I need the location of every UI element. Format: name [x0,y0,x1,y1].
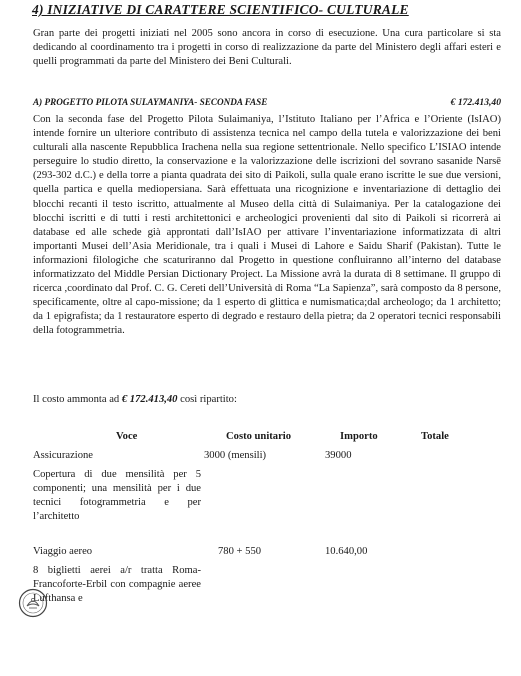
seal-stamp-icon [18,588,48,618]
cost-amount: € 172.413,40 [121,394,178,405]
project-title: A) PROGETTO PILOTA SULAYMANIYA- SECONDA FASE [33,97,268,107]
row-costo: 3000 (mensili) [204,450,267,461]
header-costo-unitario: Costo unitario [226,431,292,442]
intro-paragraph: Gran parte dei progetti iniziati nel 2005 sono ancora in corso di esecuzione. Una cura particolare si sta dedicando al coordinamento tra i progetti in corso di realizzazione da parte del Ministero degli affari esteri e quelli programmati da parte del Ministero dei Beni Culturali. [33,28,501,68]
row-description: 8 biglietti aerei a/r tratta Roma-Francoforte-Erbil con compagnie aeree Lufthansa e [33,565,201,604]
row-description: Copertura di due mensilità per 5 componenti; una mensilità per i due tecnici fotogrammetria e per l’architetto [33,469,201,522]
row-voce: Assicurazione [33,450,94,461]
row-costo: 780 + 550 [218,546,262,557]
section-heading: 4) INIZIATIVE DI CARATTERE SCIENTIFICO- CULTURALE [32,2,409,17]
row-importo: 39000 [325,450,352,461]
cost-suffix: così ripartito: [177,394,237,405]
header-voce: Voce [116,431,138,442]
header-totale: Totale [421,431,449,442]
project-subheading [33,97,501,107]
row-importo: 10.640,00 [325,546,368,557]
cost-prefix: Il costo ammonta ad [33,394,122,405]
project-description: Con la seconda fase del Progetto Pilota Sulaimaniya, l’Istituto Italiano per l’Africa e l’Oriente (IsIAO) intende fornire un ulteriore contributo di assistenza tecnica nel campo della tutela e valorizzazione dei beni culturali alla nascente Repubblica Irachena nella sua regione settentrionale. Nello specifico L’ISIAO intende perseguire lo studio diretto, la conservazione e la valorizzazione delle iscrizioni del sovrano sasanide Narsē (293-302 d.C.) e della torre a pianta quadrata dei sito di Paikoli, sulla quale erano iscritte le sue due versioni, quella partica e quella mediopersiana. Sarà effettuata una ricognizione e inventariazione di dettaglio dei blocchi recanti il testo iscritto, attualmente al Museo della città di Sulaimaniya. Per la catalogazione dei blocchi iscritti e di tutti i resti architettonici e archeologici provenienti dal sito di Paikoli si ricorrerà ai database ed alle schede già approntati dall’IsIAO per attivare l’inventariazione informatizzata di altri importanti Musei dell’Asia Meridionale, tra i quali i Musei di Lahore e Saidu Sharif (Pakistan). Tutte le informazioni filologiche che scaturiranno dal Progetto in questione confluiranno all’interno del database informatizzato del Middle Persian Dictionary Project. La Missione avrà la durata di 8 settimane. Il gruppo di ricerca ,coordinato dal Prof. C. G. Cereti dell’Università di Roma “La Sapienza”, sarà composto da 8 persone, specificamente, oltre al capo-missione; da 1 esperto di glittica e numismatica;dal archeologo; da 1 architetto; da 1 epigrafista; da 1 restauratore esperto di degrado e restauro della pietra; da 2 operatori tecnici responsabili della fotogrammetria. [33,114,501,337]
project-amount: € 172.413,40 [450,97,501,108]
cost-summary [33,394,237,405]
row-voce: Viaggio aereo [33,546,93,557]
header-importo: Importo [340,431,378,442]
